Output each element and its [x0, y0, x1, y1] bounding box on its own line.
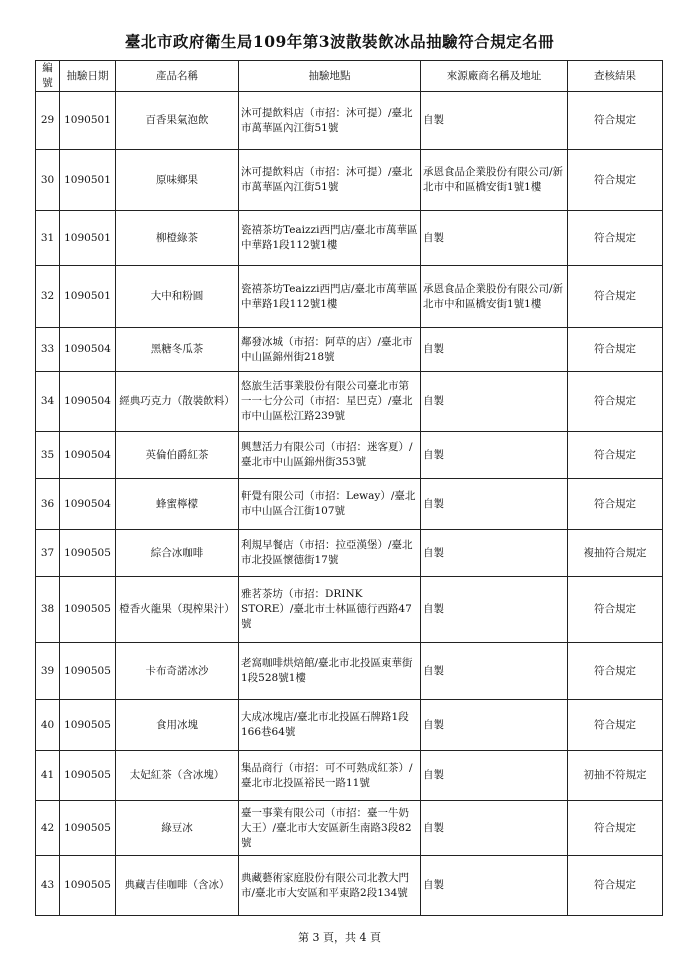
row-location: 軒覺有限公司（市招：Leway）/臺北市中山區合江街107號: [239, 479, 421, 530]
row-result: 符合規定: [568, 801, 663, 856]
row-location: 典藏藝術家庭股份有限公司北教大門市/臺北市大安區和平東路2段134號: [239, 856, 421, 916]
row-source: 自製: [421, 751, 568, 801]
row-no: 33: [36, 328, 60, 372]
row-date: 1090504: [60, 328, 116, 372]
row-no: 42: [36, 801, 60, 856]
row-source: 自製: [421, 432, 568, 479]
row-no: 41: [36, 751, 60, 801]
row-product: 經典巧克力（散裝飲料）: [116, 372, 239, 432]
row-product: 太妃紅茶（含冰塊）: [116, 751, 239, 801]
row-source: 自製: [421, 530, 568, 577]
row-date: 1090505: [60, 751, 116, 801]
row-result: 符合規定: [568, 328, 663, 372]
row-result: 符合規定: [568, 92, 663, 150]
row-source: 自製: [421, 372, 568, 432]
table-row: [36, 577, 663, 643]
row-product: 蜂蜜檸檬: [116, 479, 239, 530]
row-date: 1090505: [60, 577, 116, 643]
row-location: 瓷禧茶坊Teaizzi西門店/臺北市萬華區中華路1段112號1樓: [239, 211, 421, 266]
row-date: 1090505: [60, 801, 116, 856]
header-result: 查核結果: [568, 61, 663, 92]
row-product: 柳橙綠茶: [116, 211, 239, 266]
inspection-table: [35, 60, 663, 916]
row-location: 沐可提飲料店（市招：沐可提）/臺北市萬華區內江街51號: [239, 150, 421, 211]
row-source: 自製: [421, 328, 568, 372]
row-source: 承恩食品企業股份有限公司/新北市中和區橋安街1號1樓: [421, 266, 568, 328]
header-no: 編號: [36, 61, 60, 92]
row-result: 初抽不符規定: [568, 751, 663, 801]
row-location: 臺一事業有限公司（市招：臺一牛奶大王）/臺北市大安區新生南路3段82號: [239, 801, 421, 856]
row-no: 36: [36, 479, 60, 530]
row-location: 瓷禧茶坊Teaizzi西門店/臺北市萬華區中華路1段112號1樓: [239, 266, 421, 328]
row-no: 34: [36, 372, 60, 432]
row-no: 37: [36, 530, 60, 577]
table-header-row: [36, 61, 663, 92]
page-footer: 第 3 頁，共 4 頁: [298, 931, 381, 944]
row-no: 35: [36, 432, 60, 479]
row-source: 自製: [421, 643, 568, 700]
row-result: 符合規定: [568, 266, 663, 328]
row-no: 40: [36, 700, 60, 751]
table-row: [36, 328, 663, 372]
row-date: 1090505: [60, 700, 116, 751]
row-no: 39: [36, 643, 60, 700]
row-result: 符合規定: [568, 479, 663, 530]
row-date: 1090504: [60, 432, 116, 479]
table-row: [36, 530, 663, 577]
row-location: 利規早餐店（市招：拉亞漢堡）/臺北市北投區懷德街17號: [239, 530, 421, 577]
row-date: 1090505: [60, 530, 116, 577]
row-location: 鄰發冰城（市招：阿草的店）/臺北市中山區錦州街218號: [239, 328, 421, 372]
row-location: 悠旅生活事業股份有限公司臺北市第一一七分公司（市招：星巴克）/臺北市中山區松江路239號: [239, 372, 421, 432]
table-row: [36, 211, 663, 266]
header-source: 來源廠商名稱及地址: [421, 61, 568, 92]
row-source: 自製: [421, 92, 568, 150]
row-no: 43: [36, 856, 60, 916]
row-no: 32: [36, 266, 60, 328]
row-result: 符合規定: [568, 856, 663, 916]
row-source: 自製: [421, 801, 568, 856]
row-date: 1090505: [60, 856, 116, 916]
row-source: 自製: [421, 577, 568, 643]
row-product: 食用冰塊: [116, 700, 239, 751]
document-title: 臺北市政府衛生局109年第3波散裝飲冰品抽驗符合規定名冊: [124, 32, 555, 51]
row-location: 大成冰塊店/臺北市北投區石牌路1段166巷64號: [239, 700, 421, 751]
row-product: 典藏吉佳咖啡（含冰）: [116, 856, 239, 916]
row-product: 原味鄉果: [116, 150, 239, 211]
table-row: [36, 92, 663, 150]
table-body: [36, 92, 663, 916]
row-location: 老窩咖啡烘焙館/臺北市北投區東華街1段528號1樓: [239, 643, 421, 700]
row-no: 38: [36, 577, 60, 643]
header-date: 抽驗日期: [60, 61, 116, 92]
row-date: 1090501: [60, 211, 116, 266]
row-result: 符合規定: [568, 700, 663, 751]
row-result: 符合規定: [568, 643, 663, 700]
table-row: [36, 856, 663, 916]
row-product: 卡布奇諾冰沙: [116, 643, 239, 700]
table-row: [36, 751, 663, 801]
row-product: 綠豆冰: [116, 801, 239, 856]
table-row: [36, 432, 663, 479]
row-product: 百香果氣泡飲: [116, 92, 239, 150]
row-location: 雅茗茶坊（市招：DRINK STORE）/臺北市士林區德行西路47號: [239, 577, 421, 643]
row-date: 1090501: [60, 92, 116, 150]
row-product: 橙香火龍果（現榨果汁）: [116, 577, 239, 643]
row-result: 符合規定: [568, 577, 663, 643]
row-location: 沐可提飲料店（市招：沐可提）/臺北市萬華區內江街51號: [239, 92, 421, 150]
row-result: 符合規定: [568, 211, 663, 266]
table-row: [36, 266, 663, 328]
row-date: 1090501: [60, 150, 116, 211]
header-product: 產品名稱: [116, 61, 239, 92]
row-location: 興慧活力有限公司（市招：迷客夏）/臺北市中山區錦州街353號: [239, 432, 421, 479]
row-location: 集品商行（市招：可不可熟成紅茶）/臺北市北投區裕民一路11號: [239, 751, 421, 801]
row-product: 英倫伯爵紅茶: [116, 432, 239, 479]
table-row: [36, 700, 663, 751]
row-product: 大中和粉圓: [116, 266, 239, 328]
header-location: 抽驗地點: [239, 61, 421, 92]
table-row: [36, 150, 663, 211]
row-result: 符合規定: [568, 432, 663, 479]
row-no: 29: [36, 92, 60, 150]
row-no: 30: [36, 150, 60, 211]
row-result: 複抽符合規定: [568, 530, 663, 577]
table-row: [36, 372, 663, 432]
row-product: 綜合冰咖啡: [116, 530, 239, 577]
row-date: 1090504: [60, 479, 116, 530]
row-source: 自製: [421, 700, 568, 751]
row-source: 承恩食品企業股份有限公司/新北市中和區橋安街1號1樓: [421, 150, 568, 211]
row-no: 31: [36, 211, 60, 266]
row-date: 1090501: [60, 266, 116, 328]
table-row: [36, 643, 663, 700]
row-result: 符合規定: [568, 150, 663, 211]
row-source: 自製: [421, 479, 568, 530]
table-row: [36, 801, 663, 856]
row-result: 符合規定: [568, 372, 663, 432]
row-date: 1090504: [60, 372, 116, 432]
row-source: 自製: [421, 856, 568, 916]
table-row: [36, 479, 663, 530]
row-date: 1090505: [60, 643, 116, 700]
row-product: 黑糖冬瓜茶: [116, 328, 239, 372]
row-source: 自製: [421, 211, 568, 266]
